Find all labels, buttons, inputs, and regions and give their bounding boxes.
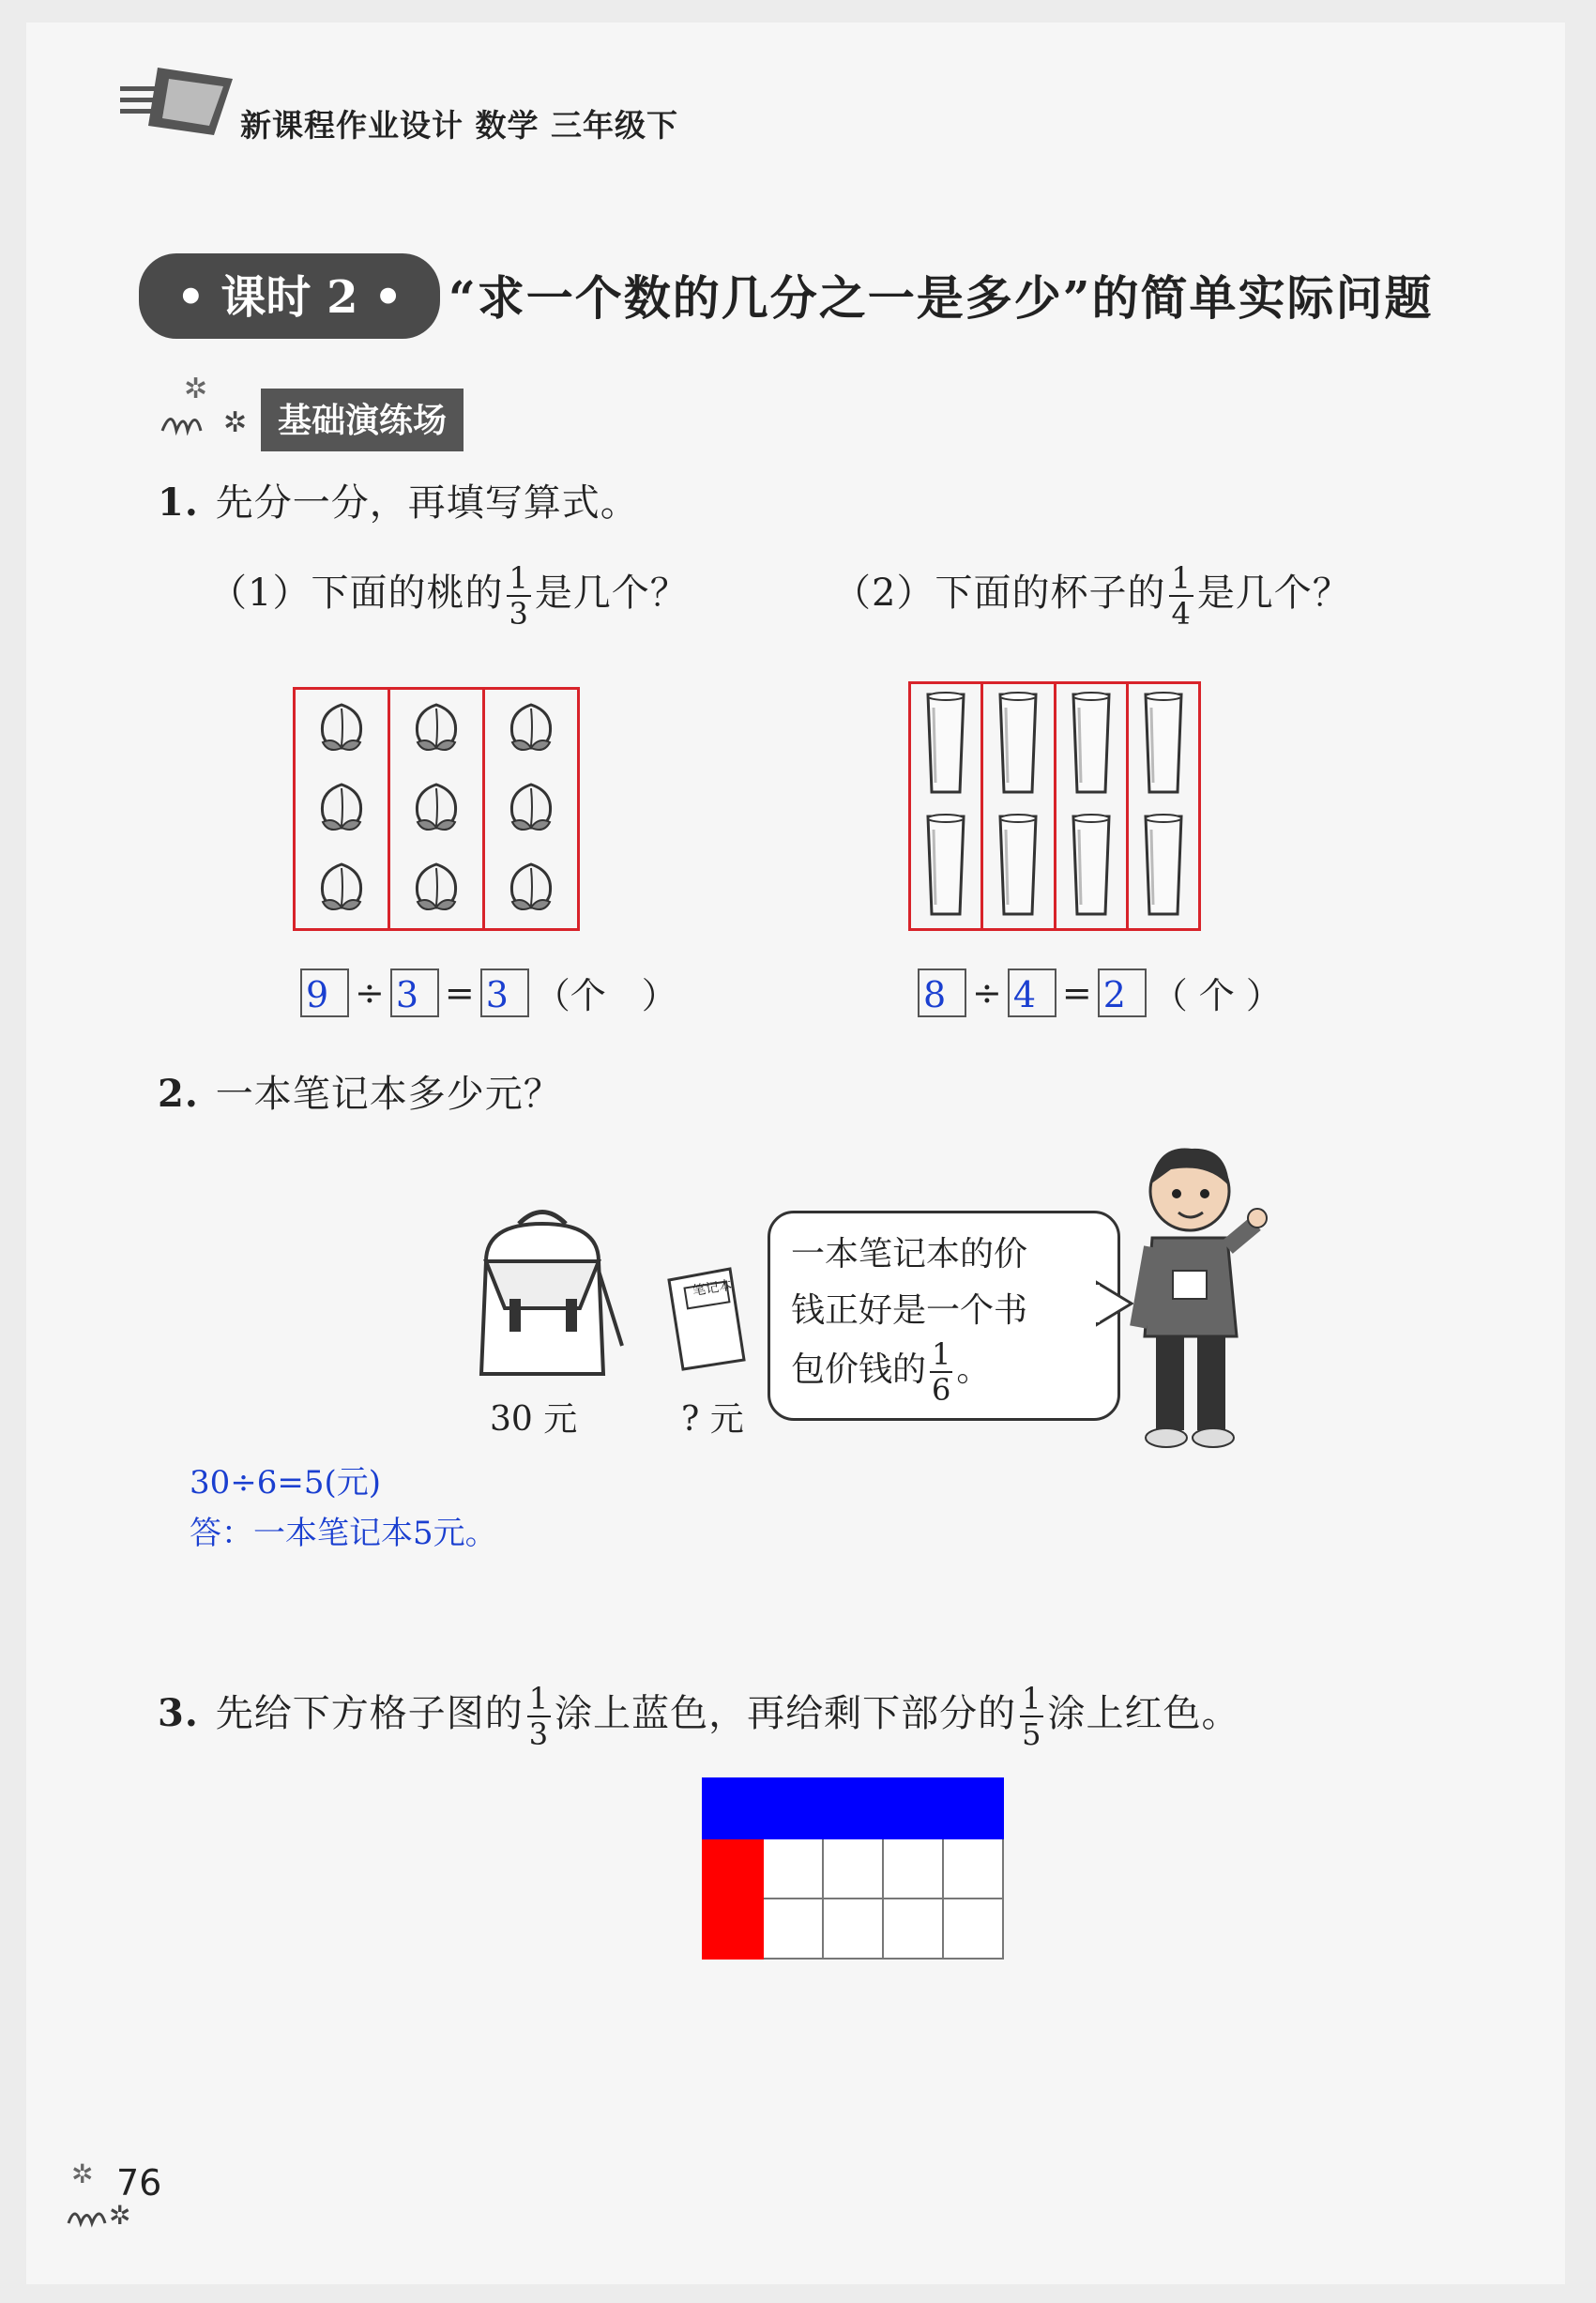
peach-group (296, 690, 390, 928)
header-title: 新课程作业设计 数学 三年级下 (240, 107, 678, 144)
bag-price: 30 元 (490, 1400, 578, 1439)
grid-cell[interactable] (763, 1778, 823, 1838)
cup-group (1129, 684, 1198, 928)
q1-part1-prompt: （1）下面的桃的 $\frac{1}{3}$ 是几个？ (209, 560, 689, 632)
fraction: $\frac{1}{6}$ (932, 1336, 951, 1408)
svg-text:✲: ✲ (71, 2158, 94, 2189)
grid-cell[interactable] (883, 1899, 943, 1959)
grid-cell[interactable] (763, 1899, 823, 1959)
cup-group (911, 684, 983, 928)
answer-box[interactable]: 8 (918, 968, 966, 1017)
unit-label: （ 个 ） (1151, 975, 1282, 1016)
answer-box[interactable]: 3 (480, 968, 529, 1017)
cup-icon (924, 689, 967, 801)
grid-cell[interactable] (703, 1899, 763, 1959)
fraction: $\frac{1}{4}$ (1171, 560, 1192, 632)
peach-icon (315, 779, 368, 839)
cup-icon (1142, 689, 1185, 801)
fraction: $\frac{1}{5}$ (1022, 1681, 1042, 1752)
cup-group (1056, 684, 1129, 928)
q2-prompt: 2. 一本笔记本多少元？ (158, 1072, 562, 1116)
svg-text:✲: ✲ (223, 406, 248, 435)
peach-icon (315, 699, 368, 759)
peach-icon (505, 779, 557, 839)
grid-cell[interactable] (823, 1838, 883, 1899)
cup-icon (996, 811, 1040, 923)
peach-icon (505, 859, 557, 919)
grid-cell[interactable] (763, 1838, 823, 1899)
grid-cell[interactable] (823, 1899, 883, 1959)
lesson-label: • 课时 2 • (139, 253, 440, 339)
page (26, 23, 1565, 2284)
cup-icon (1142, 811, 1185, 923)
notebook-price: ? 元 (681, 1400, 744, 1439)
notebook-icon (650, 1261, 753, 1374)
grid-cell[interactable] (703, 1838, 763, 1899)
header-book-icon (120, 60, 251, 145)
answer-box[interactable]: 2 (1098, 968, 1147, 1017)
peach-grouping-box (293, 687, 580, 931)
coloring-grid (702, 1777, 1004, 1960)
answer-box[interactable]: 4 (1008, 968, 1056, 1017)
peach-icon (315, 859, 368, 919)
grid-cell[interactable] (943, 1899, 1003, 1959)
peach-icon (410, 699, 463, 759)
q2-answer-statement: 答：一本笔记本5元。 (190, 1515, 497, 1552)
svg-text:✲: ✲ (184, 373, 208, 405)
q3-prompt: 3. 先给下方格子图的 $\frac{1}{3}$ 涂上蓝色，再给剩下部分的 $\frac{1}{5}$ 涂上红色。 (158, 1681, 1240, 1752)
grid-cell[interactable] (823, 1778, 883, 1838)
speech-bubble: 一本笔记本的价 钱正好是一个书 包价钱的 $\frac{1}{6}$ 。 (768, 1211, 1120, 1421)
cup-group (983, 684, 1056, 928)
grid-cell[interactable] (883, 1778, 943, 1838)
q2-answer-calc: 30÷6=5(元) (190, 1464, 382, 1502)
notebook-cover-label: 笔记本 (692, 1277, 734, 1300)
grid-cell[interactable] (943, 1778, 1003, 1838)
answer-box[interactable]: 9 (300, 968, 349, 1017)
grid-cell[interactable] (883, 1838, 943, 1899)
peach-icon (410, 859, 463, 919)
q1-prompt: 1. 先分一分，再填写算式。 (158, 480, 639, 525)
q1-part1-equation: 9 ÷ 3 = 3 （个 ） (300, 967, 683, 1018)
cup-icon (1070, 811, 1113, 923)
boy-character (1115, 1139, 1274, 1458)
grid-cell[interactable] (703, 1778, 763, 1838)
q1-part2-equation: 8 ÷ 4 = 2 （ 个 ） (918, 967, 1287, 1018)
backpack-icon (448, 1205, 636, 1393)
cup-icon (996, 689, 1040, 801)
answer-box[interactable]: 3 (390, 968, 439, 1017)
peach-icon (505, 699, 557, 759)
unit-label: （个 ） (534, 975, 677, 1016)
peach-icon (410, 779, 463, 839)
cup-icon (924, 811, 967, 923)
lesson-title: “求一个数的几分之一是多少”的简单实际问题 (448, 270, 1434, 326)
section-label: 基础演练场 (261, 389, 464, 451)
cup-icon (1070, 689, 1113, 801)
peach-group (485, 690, 577, 928)
fraction: $\frac{1}{3}$ (528, 1681, 550, 1752)
q1-part2-prompt: （2）下面的杯子的 $\frac{1}{4}$ 是几个？ (833, 560, 1351, 632)
peach-group (390, 690, 485, 928)
fraction: $\frac{1}{3}$ (509, 560, 529, 632)
svg-text:✲: ✲ (109, 2200, 131, 2228)
cup-grouping-box (908, 681, 1201, 931)
page-number: 76 (116, 2162, 162, 2204)
grid-cell[interactable] (943, 1838, 1003, 1899)
flower-grass-icon (158, 370, 270, 435)
